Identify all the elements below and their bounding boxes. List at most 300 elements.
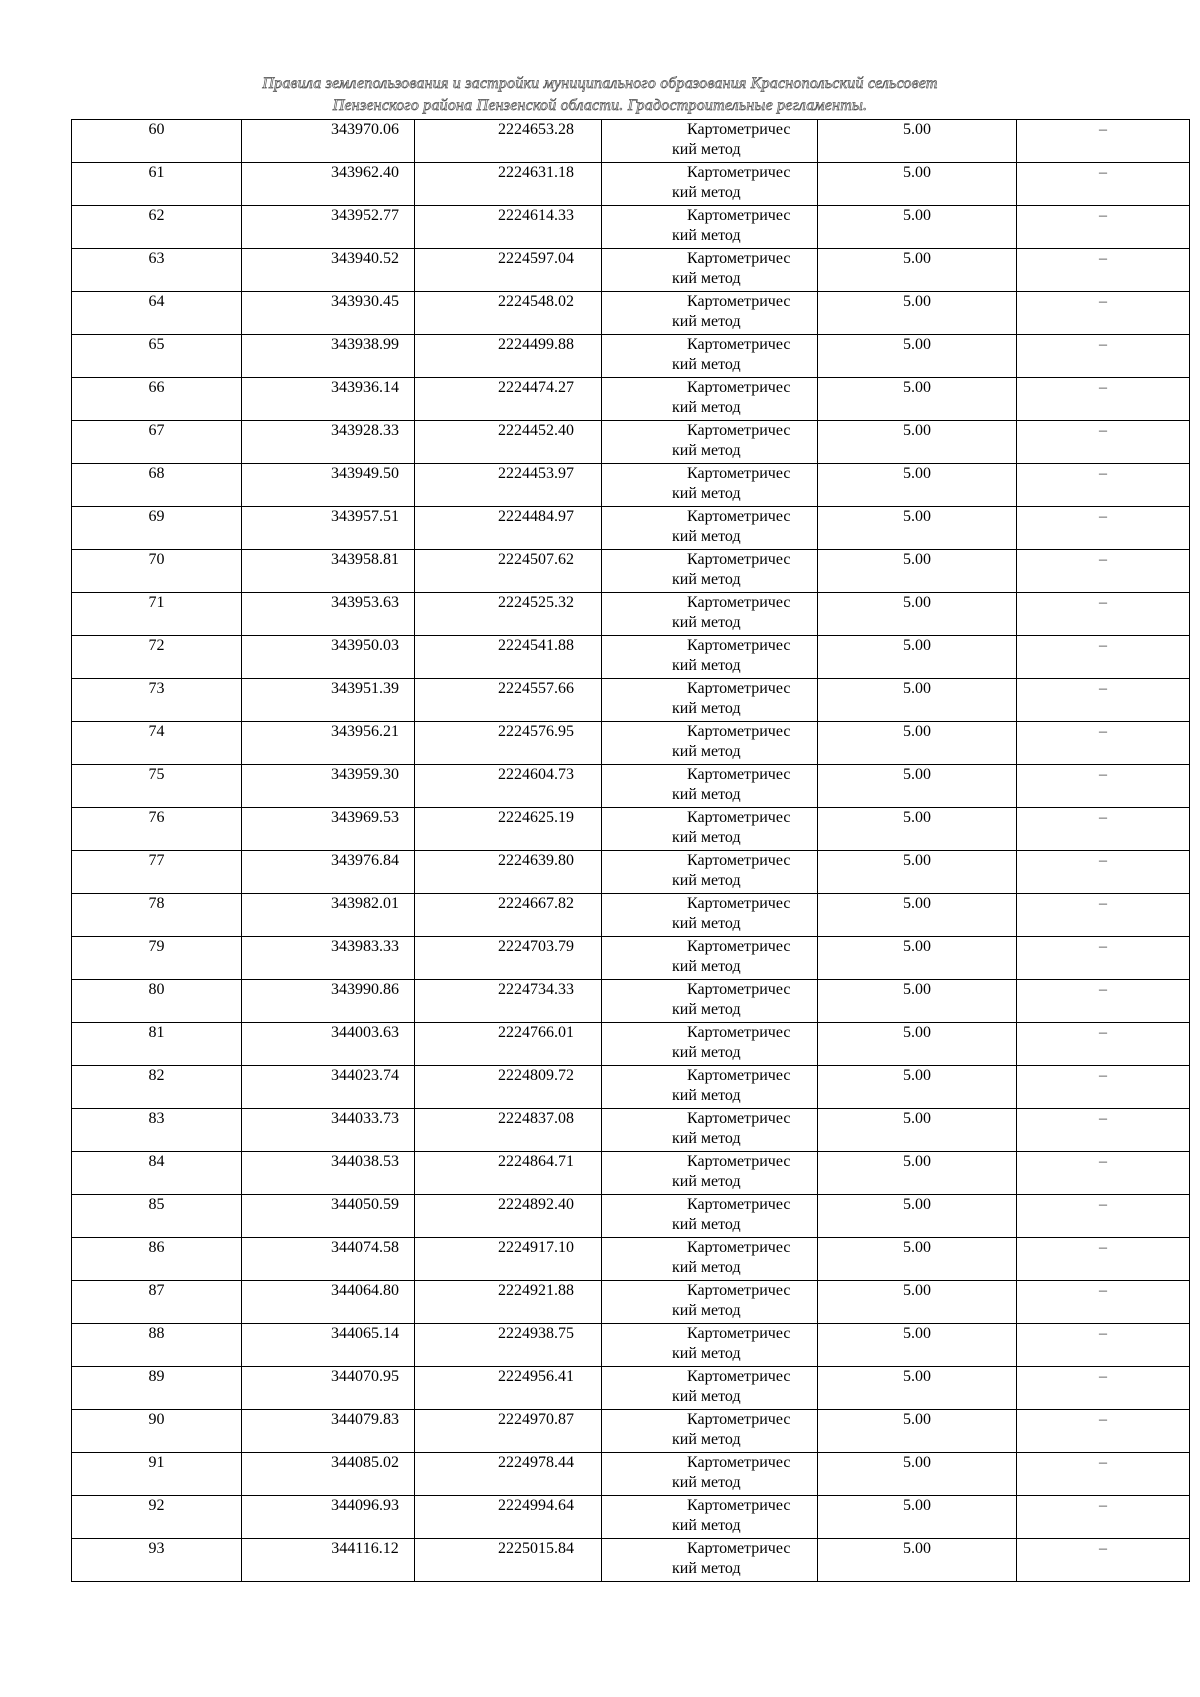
method-line-2: кий метод: [672, 786, 741, 803]
method-line-2: кий метод: [672, 743, 741, 760]
method-cell: [602, 808, 818, 851]
method-cell: [602, 378, 818, 421]
note-cell: –: [1017, 593, 1190, 636]
y-coordinate-cell: [415, 851, 602, 894]
x-coordinate: 343958.81: [331, 551, 399, 568]
method-line-2: кий метод: [672, 442, 741, 459]
note-cell: –: [1017, 765, 1190, 808]
note-cell: –: [1017, 679, 1190, 722]
point-number-cell: 90: [72, 1410, 242, 1453]
x-coordinate: 343940.52: [331, 250, 399, 267]
y-coordinate: 2224921.88: [498, 1282, 574, 1299]
x-coordinate: 344064.80: [331, 1282, 399, 1299]
table-body: [72, 120, 1190, 1582]
accuracy-cell: 5.00: [818, 679, 1017, 722]
method-cell: [602, 1324, 818, 1367]
method-line-2: кий метод: [672, 141, 741, 158]
method-cell: [602, 1496, 818, 1539]
method-line-1: Картометричес: [687, 1067, 791, 1084]
method-line-2: кий метод: [672, 184, 741, 201]
x-coordinate: 343930.45: [331, 293, 399, 310]
x-coordinate-cell: [242, 980, 415, 1023]
y-coordinate: 2224548.02: [498, 293, 574, 310]
y-coordinate-cell: [415, 980, 602, 1023]
note-cell: –: [1017, 1152, 1190, 1195]
y-coordinate: 2224499.88: [498, 336, 574, 353]
table-row: [72, 163, 1190, 206]
y-coordinate-cell: [415, 593, 602, 636]
y-coordinate-cell: [415, 1238, 602, 1281]
note-cell: –: [1017, 421, 1190, 464]
x-coordinate-cell: [242, 851, 415, 894]
y-coordinate: 2224837.08: [498, 1110, 574, 1127]
method-line-2: кий метод: [672, 1044, 741, 1061]
table-row: [72, 593, 1190, 636]
x-coordinate-cell: [242, 765, 415, 808]
method-line-2: кий метод: [672, 270, 741, 287]
point-number-cell: 66: [72, 378, 242, 421]
y-coordinate: 2224597.04: [498, 250, 574, 267]
method-line-1: Картометричес: [687, 1368, 791, 1385]
x-coordinate-cell: [242, 1023, 415, 1066]
point-number-cell: 80: [72, 980, 242, 1023]
method-cell: [602, 937, 818, 980]
y-coordinate: 2224892.40: [498, 1196, 574, 1213]
method-line-1: Картометричес: [687, 1540, 791, 1557]
method-line-1: Картометричес: [687, 1497, 791, 1514]
method-line-2: кий метод: [672, 1345, 741, 1362]
x-coordinate-cell: [242, 292, 415, 335]
method-line-1: Картометричес: [687, 594, 791, 611]
accuracy-cell: 5.00: [818, 937, 1017, 980]
note-cell: –: [1017, 1410, 1190, 1453]
method-cell: [602, 1195, 818, 1238]
method-cell: [602, 507, 818, 550]
method-cell: [602, 163, 818, 206]
y-coordinate: 2224625.19: [498, 809, 574, 826]
method-line-1: Картометричес: [687, 938, 791, 955]
y-coordinate: 2224970.87: [498, 1411, 574, 1428]
x-coordinate-cell: [242, 808, 415, 851]
note-cell: –: [1017, 1281, 1190, 1324]
method-line-1: Картометричес: [687, 981, 791, 998]
method-line-1: Картометричес: [687, 1282, 791, 1299]
table-row: [72, 1238, 1190, 1281]
x-coordinate: 343950.03: [331, 637, 399, 654]
table-row: [72, 1152, 1190, 1195]
method-cell: [602, 421, 818, 464]
method-line-2: кий метод: [672, 1173, 741, 1190]
note-cell: –: [1017, 1195, 1190, 1238]
method-line-2: кий метод: [672, 1216, 741, 1233]
method-cell: [602, 1367, 818, 1410]
note-cell: –: [1017, 1453, 1190, 1496]
accuracy-cell: 5.00: [818, 1109, 1017, 1152]
method-line-1: Картометричес: [687, 508, 791, 525]
method-line-1: Картометричес: [687, 379, 791, 396]
method-line-1: Картометричес: [687, 121, 791, 138]
method-line-2: кий метод: [672, 227, 741, 244]
table-row: [72, 464, 1190, 507]
y-coordinate: 2224474.27: [498, 379, 574, 396]
y-coordinate: 2224667.82: [498, 895, 574, 912]
method-line-1: Картометричес: [687, 422, 791, 439]
x-coordinate-cell: [242, 1281, 415, 1324]
note-cell: –: [1017, 1367, 1190, 1410]
x-coordinate-cell: [242, 1109, 415, 1152]
method-line-2: кий метод: [672, 829, 741, 846]
method-line-1: Картометричес: [687, 1024, 791, 1041]
method-line-2: кий метод: [672, 571, 741, 588]
y-coordinate: 2224978.44: [498, 1454, 574, 1471]
method-cell: [602, 206, 818, 249]
accuracy-cell: 5.00: [818, 163, 1017, 206]
accuracy-cell: 5.00: [818, 1281, 1017, 1324]
table-row: [72, 206, 1190, 249]
point-number-cell: 77: [72, 851, 242, 894]
y-coordinate-cell: [415, 1195, 602, 1238]
method-cell: [602, 1152, 818, 1195]
note-cell: –: [1017, 335, 1190, 378]
x-coordinate-cell: [242, 1367, 415, 1410]
point-number-cell: 85: [72, 1195, 242, 1238]
method-line-1: Картометричес: [687, 293, 791, 310]
x-coordinate: 343970.06: [331, 121, 399, 138]
method-line-2: кий метод: [672, 528, 741, 545]
x-coordinate-cell: [242, 593, 415, 636]
y-coordinate: 2224452.40: [498, 422, 574, 439]
x-coordinate-cell: [242, 636, 415, 679]
method-cell: [602, 249, 818, 292]
accuracy-cell: 5.00: [818, 120, 1017, 163]
method-line-1: Картометричес: [687, 637, 791, 654]
point-number-cell: 88: [72, 1324, 242, 1367]
y-coordinate: 2224631.18: [498, 164, 574, 181]
y-coordinate-cell: [415, 206, 602, 249]
point-number-cell: 89: [72, 1367, 242, 1410]
coordinates-table: [71, 119, 1190, 1582]
x-coordinate: 344065.14: [331, 1325, 399, 1342]
point-number-cell: 60: [72, 120, 242, 163]
y-coordinate-cell: [415, 421, 602, 464]
method-cell: [602, 1109, 818, 1152]
method-line-2: кий метод: [672, 399, 741, 416]
y-coordinate-cell: [415, 464, 602, 507]
note-cell: –: [1017, 120, 1190, 163]
method-line-1: Картометричес: [687, 1196, 791, 1213]
accuracy-cell: 5.00: [818, 206, 1017, 249]
y-coordinate-cell: [415, 1066, 602, 1109]
method-cell: [602, 1410, 818, 1453]
note-cell: –: [1017, 1324, 1190, 1367]
y-coordinate: 2224557.66: [498, 680, 574, 697]
point-number-cell: 67: [72, 421, 242, 464]
y-coordinate: 2224734.33: [498, 981, 574, 998]
x-coordinate: 344023.74: [331, 1067, 399, 1084]
y-coordinate: 2224809.72: [498, 1067, 574, 1084]
y-coordinate-cell: [415, 1496, 602, 1539]
method-cell: [602, 636, 818, 679]
table-row: [72, 1023, 1190, 1066]
x-coordinate: 343951.39: [331, 680, 399, 697]
x-coordinate: 344003.63: [331, 1024, 399, 1041]
y-coordinate-cell: [415, 1023, 602, 1066]
x-coordinate: 343928.33: [331, 422, 399, 439]
table-row: [72, 335, 1190, 378]
point-number-cell: 86: [72, 1238, 242, 1281]
table-row: [72, 1410, 1190, 1453]
y-coordinate-cell: [415, 679, 602, 722]
method-line-1: Картометричес: [687, 680, 791, 697]
method-line-1: Картометричес: [687, 1454, 791, 1471]
point-number-cell: 63: [72, 249, 242, 292]
method-cell: [602, 894, 818, 937]
accuracy-cell: 5.00: [818, 1023, 1017, 1066]
point-number-cell: 74: [72, 722, 242, 765]
point-number-cell: 70: [72, 550, 242, 593]
x-coordinate: 344079.83: [331, 1411, 399, 1428]
point-number-cell: 64: [72, 292, 242, 335]
point-number-cell: 93: [72, 1539, 242, 1582]
note-cell: –: [1017, 1539, 1190, 1582]
accuracy-cell: 5.00: [818, 765, 1017, 808]
note-cell: –: [1017, 722, 1190, 765]
accuracy-cell: 5.00: [818, 636, 1017, 679]
point-number-cell: 65: [72, 335, 242, 378]
note-cell: –: [1017, 636, 1190, 679]
y-coordinate: 2224507.62: [498, 551, 574, 568]
y-coordinate: 2224703.79: [498, 938, 574, 955]
accuracy-cell: 5.00: [818, 421, 1017, 464]
point-number-cell: 83: [72, 1109, 242, 1152]
table-row: [72, 1453, 1190, 1496]
y-coordinate: 2224938.75: [498, 1325, 574, 1342]
table-row: [72, 292, 1190, 335]
x-coordinate: 344096.93: [331, 1497, 399, 1514]
point-number-cell: 62: [72, 206, 242, 249]
point-number-cell: 71: [72, 593, 242, 636]
x-coordinate-cell: [242, 937, 415, 980]
table-row: [72, 120, 1190, 163]
note-cell: –: [1017, 378, 1190, 421]
note-cell: –: [1017, 163, 1190, 206]
x-coordinate: 343982.01: [331, 895, 399, 912]
method-line-1: Картометричес: [687, 1325, 791, 1342]
note-cell: –: [1017, 1496, 1190, 1539]
table-row: [72, 1539, 1190, 1582]
y-coordinate-cell: [415, 1152, 602, 1195]
table-row: [72, 1195, 1190, 1238]
y-coordinate: 2224653.28: [498, 121, 574, 138]
method-line-1: Картометричес: [687, 1411, 791, 1428]
y-coordinate: 2224864.71: [498, 1153, 574, 1170]
x-coordinate-cell: [242, 464, 415, 507]
y-coordinate-cell: [415, 550, 602, 593]
method-cell: [602, 292, 818, 335]
y-coordinate: 2224614.33: [498, 207, 574, 224]
note-cell: –: [1017, 808, 1190, 851]
accuracy-cell: 5.00: [818, 1496, 1017, 1539]
method-cell: [602, 335, 818, 378]
table-row: [72, 894, 1190, 937]
x-coordinate-cell: [242, 1324, 415, 1367]
accuracy-cell: 5.00: [818, 851, 1017, 894]
table-row: [72, 1066, 1190, 1109]
method-line-1: Картометричес: [687, 1239, 791, 1256]
accuracy-cell: 5.00: [818, 1066, 1017, 1109]
table-row: [72, 722, 1190, 765]
method-cell: [602, 120, 818, 163]
x-coordinate: 343938.99: [331, 336, 399, 353]
y-coordinate-cell: [415, 292, 602, 335]
point-number-cell: 72: [72, 636, 242, 679]
y-coordinate-cell: [415, 378, 602, 421]
method-line-1: Картометричес: [687, 465, 791, 482]
accuracy-cell: 5.00: [818, 507, 1017, 550]
table-row: [72, 808, 1190, 851]
y-coordinate: 2224576.95: [498, 723, 574, 740]
table-row: [72, 378, 1190, 421]
y-coordinate-cell: [415, 335, 602, 378]
y-coordinate: 2225015.84: [498, 1540, 574, 1557]
point-number-cell: 68: [72, 464, 242, 507]
header-line-2: Пензенского района Пензенской области. Градостроительные регламенты.: [332, 97, 868, 114]
note-cell: –: [1017, 851, 1190, 894]
table-row: [72, 1324, 1190, 1367]
x-coordinate: 344070.95: [331, 1368, 399, 1385]
method-line-1: Картометричес: [687, 1153, 791, 1170]
table-row: [72, 421, 1190, 464]
method-cell: [602, 1281, 818, 1324]
x-coordinate-cell: [242, 550, 415, 593]
table-row: [72, 1109, 1190, 1152]
x-coordinate-cell: [242, 206, 415, 249]
method-line-2: кий метод: [672, 1388, 741, 1405]
y-coordinate-cell: [415, 1281, 602, 1324]
method-line-1: Картометричес: [687, 336, 791, 353]
x-coordinate: 344038.53: [331, 1153, 399, 1170]
method-cell: [602, 593, 818, 636]
method-line-2: кий метод: [672, 1474, 741, 1491]
method-cell: [602, 980, 818, 1023]
y-coordinate: 2224453.97: [498, 465, 574, 482]
method-cell: [602, 1539, 818, 1582]
method-line-2: кий метод: [672, 1302, 741, 1319]
point-number-cell: 81: [72, 1023, 242, 1066]
y-coordinate-cell: [415, 765, 602, 808]
table-row: [72, 1367, 1190, 1410]
x-coordinate: 343949.50: [331, 465, 399, 482]
accuracy-cell: 5.00: [818, 378, 1017, 421]
x-coordinate-cell: [242, 1238, 415, 1281]
header-line-1: Правила землепользования и застройки муниципального образования Краснопольский сельсовет: [262, 75, 938, 92]
x-coordinate-cell: [242, 378, 415, 421]
accuracy-cell: 5.00: [818, 249, 1017, 292]
y-coordinate: 2224956.41: [498, 1368, 574, 1385]
y-coordinate-cell: [415, 894, 602, 937]
y-coordinate-cell: [415, 249, 602, 292]
point-number-cell: 69: [72, 507, 242, 550]
x-coordinate-cell: [242, 894, 415, 937]
method-line-2: кий метод: [672, 657, 741, 674]
accuracy-cell: 5.00: [818, 292, 1017, 335]
x-coordinate: 344074.58: [331, 1239, 399, 1256]
point-number-cell: 82: [72, 1066, 242, 1109]
point-number-cell: 75: [72, 765, 242, 808]
accuracy-cell: 5.00: [818, 1410, 1017, 1453]
accuracy-cell: 5.00: [818, 1453, 1017, 1496]
table-row: [72, 980, 1190, 1023]
accuracy-cell: 5.00: [818, 1152, 1017, 1195]
y-coordinate-cell: [415, 120, 602, 163]
y-coordinate-cell: [415, 722, 602, 765]
note-cell: –: [1017, 1238, 1190, 1281]
x-coordinate: 343959.30: [331, 766, 399, 783]
y-coordinate-cell: [415, 1109, 602, 1152]
table-row: [72, 1281, 1190, 1324]
x-coordinate-cell: [242, 120, 415, 163]
y-coordinate-cell: [415, 1453, 602, 1496]
point-number-cell: 76: [72, 808, 242, 851]
note-cell: –: [1017, 249, 1190, 292]
method-line-2: кий метод: [672, 1517, 741, 1534]
accuracy-cell: 5.00: [818, 722, 1017, 765]
table-row: [72, 851, 1190, 894]
method-line-2: кий метод: [672, 700, 741, 717]
note-cell: –: [1017, 1066, 1190, 1109]
x-coordinate: 344085.02: [331, 1454, 399, 1471]
note-cell: –: [1017, 1023, 1190, 1066]
method-line-1: Картометричес: [687, 766, 791, 783]
method-line-2: кий метод: [672, 614, 741, 631]
accuracy-cell: 5.00: [818, 593, 1017, 636]
x-coordinate: 343956.21: [331, 723, 399, 740]
y-coordinate: 2224541.88: [498, 637, 574, 654]
table-row: [72, 507, 1190, 550]
point-number-cell: 73: [72, 679, 242, 722]
note-cell: –: [1017, 937, 1190, 980]
point-number-cell: 79: [72, 937, 242, 980]
note-cell: –: [1017, 894, 1190, 937]
x-coordinate: 343952.77: [331, 207, 399, 224]
note-cell: –: [1017, 980, 1190, 1023]
x-coordinate-cell: [242, 1195, 415, 1238]
x-coordinate: 343936.14: [331, 379, 399, 396]
method-line-1: Картометричес: [687, 551, 791, 568]
y-coordinate-cell: [415, 636, 602, 679]
method-line-2: кий метод: [672, 485, 741, 502]
note-cell: –: [1017, 507, 1190, 550]
method-line-1: Картометричес: [687, 809, 791, 826]
accuracy-cell: 5.00: [818, 980, 1017, 1023]
method-line-2: кий метод: [672, 313, 741, 330]
point-number-cell: 87: [72, 1281, 242, 1324]
method-line-2: кий метод: [672, 356, 741, 373]
method-line-1: Картометричес: [687, 852, 791, 869]
method-line-2: кий метод: [672, 915, 741, 932]
method-cell: [602, 1238, 818, 1281]
table-row: [72, 937, 1190, 980]
accuracy-cell: 5.00: [818, 335, 1017, 378]
x-coordinate: 343990.86: [331, 981, 399, 998]
method-line-1: Картометричес: [687, 250, 791, 267]
x-coordinate: 344033.73: [331, 1110, 399, 1127]
y-coordinate-cell: [415, 1367, 602, 1410]
y-coordinate-cell: [415, 507, 602, 550]
x-coordinate-cell: [242, 1496, 415, 1539]
method-cell: [602, 464, 818, 507]
note-cell: –: [1017, 206, 1190, 249]
